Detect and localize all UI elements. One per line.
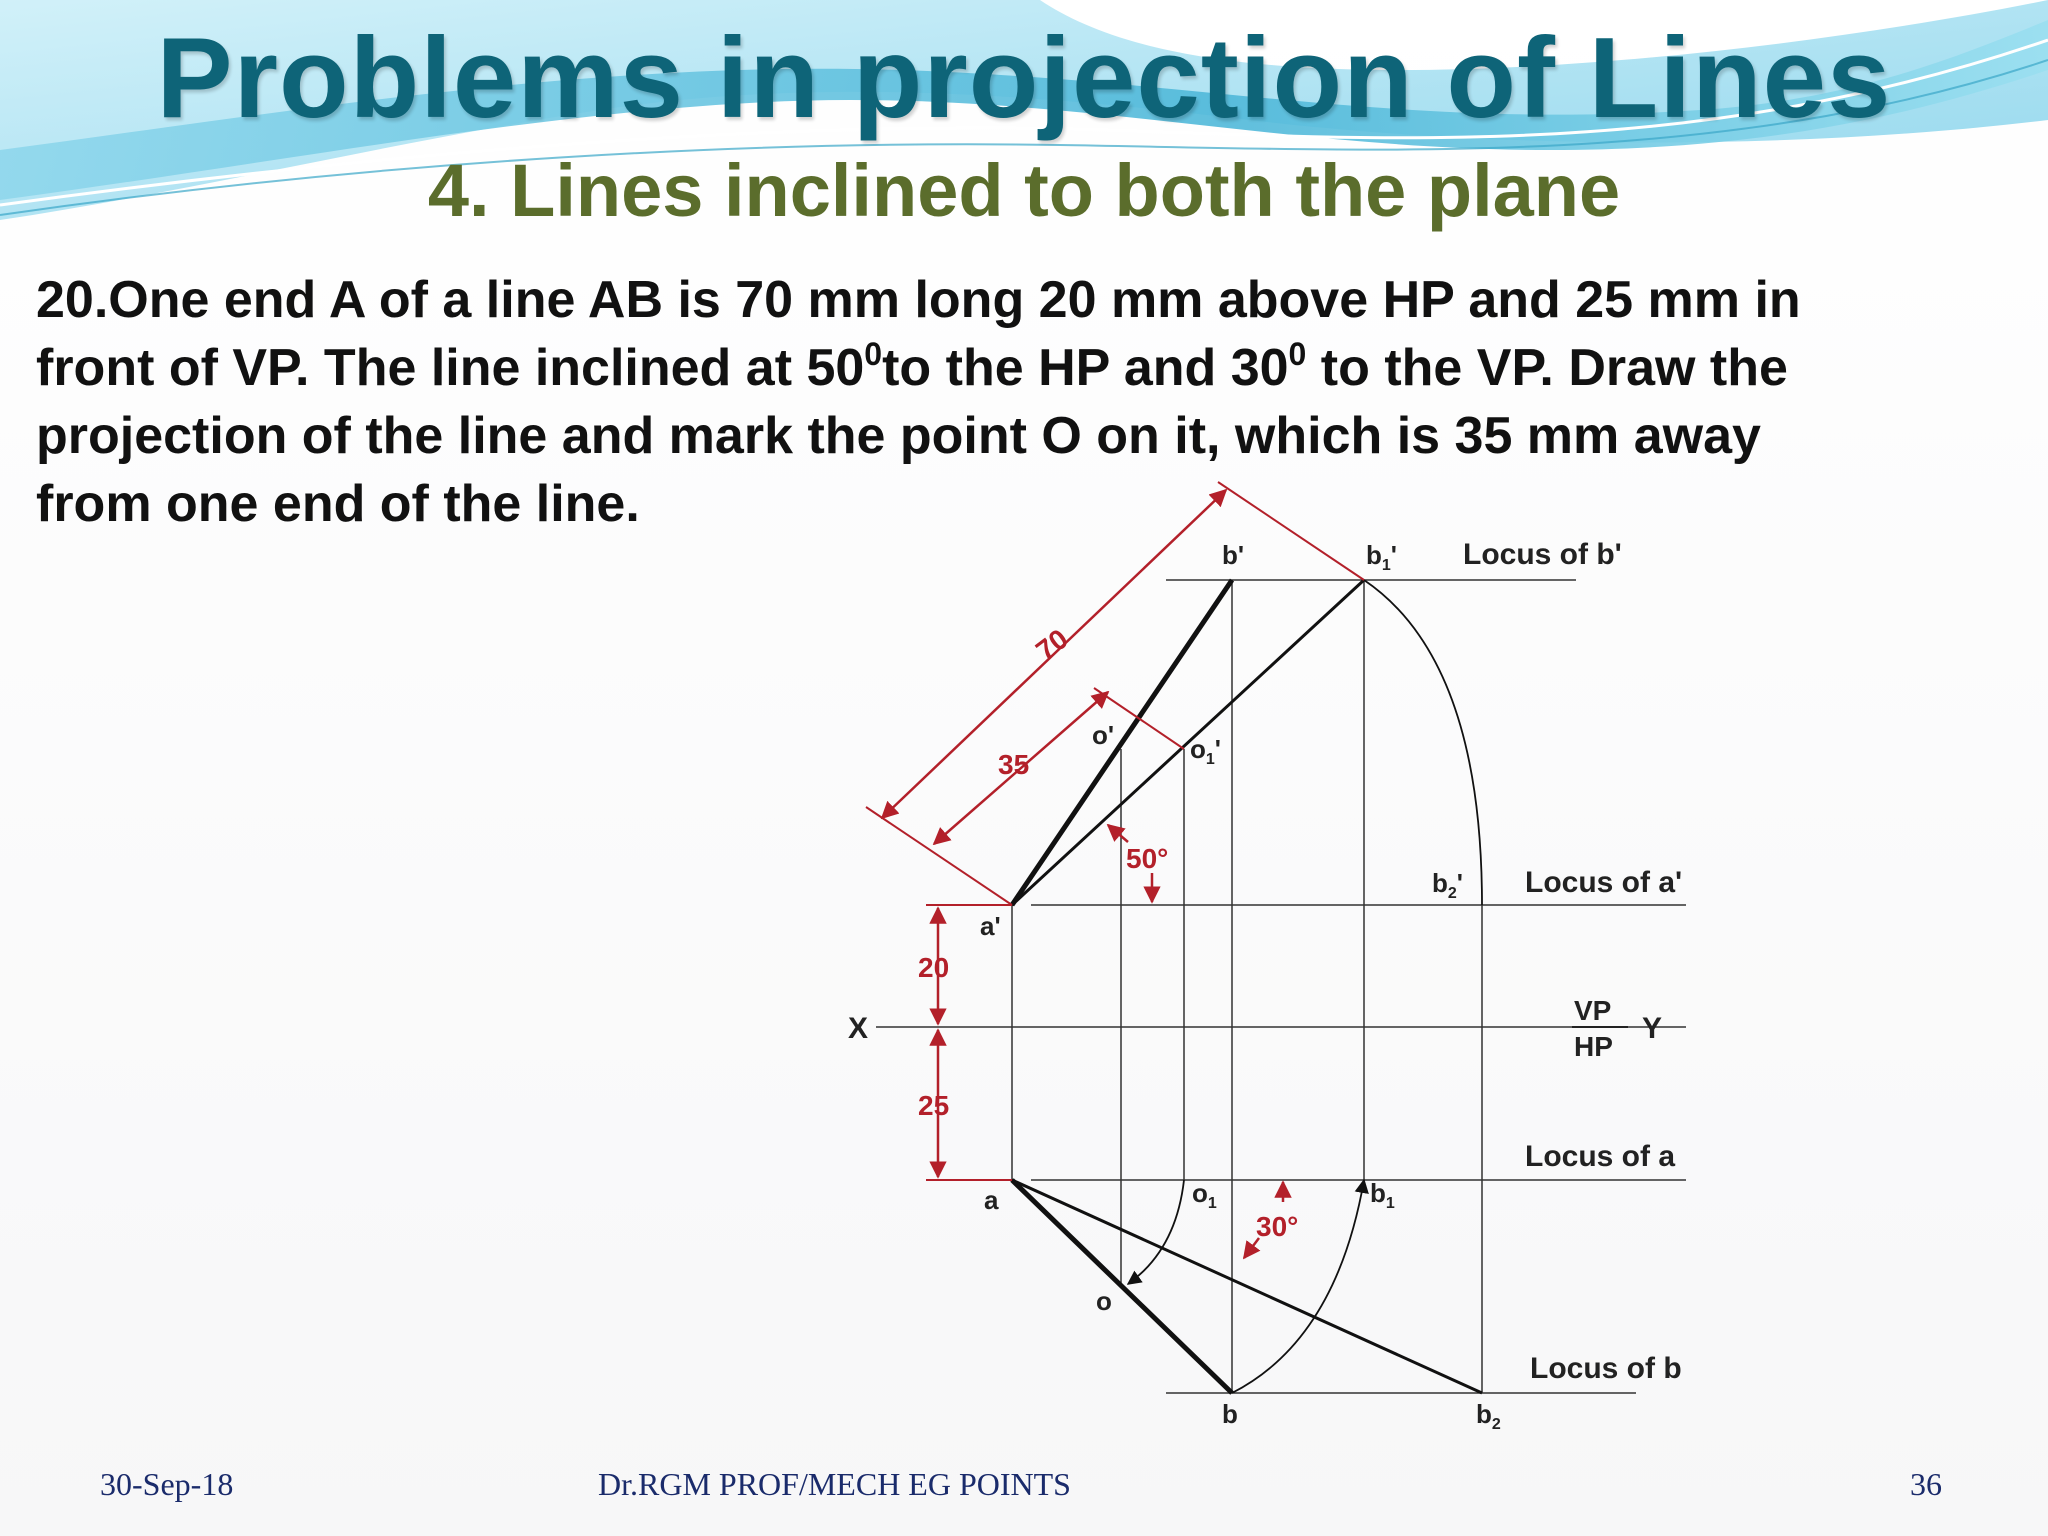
label-o-prime: o' [1092, 720, 1115, 750]
elevation-true-length [1012, 580, 1364, 905]
footer-page-number: 36 [1910, 1466, 1942, 1502]
problem-line-4: from one end of the line. [36, 475, 640, 533]
slide-subtitle: 4. Lines inclined to both the plane [427, 149, 1621, 232]
plan-ab [1012, 1180, 1232, 1393]
footer-author: Dr.RGM PROF/MECH EG POINTS [598, 1466, 1071, 1502]
slide-title: Problems in projection of Lines [156, 15, 1892, 142]
label-o: o [1096, 1286, 1112, 1316]
problem-line-3: projection of the line and mark the point O on it, which is 35 mm away [36, 407, 1761, 465]
label-hp: HP [1574, 1031, 1613, 1062]
footer-date: 30-Sep-18 [100, 1466, 234, 1502]
label-a: a [984, 1185, 999, 1215]
label-y: Y [1642, 1012, 1663, 1045]
label-x: X [848, 1012, 869, 1045]
dim-20-label: 20 [918, 952, 950, 983]
problem-line-1: 20.One end A of a line AB is 70 mm long 20 mm above HP and 25 mm in [36, 271, 1801, 329]
label-vp: VP [1574, 995, 1612, 1026]
label-b1-prime: $b_1'$ [1366, 540, 1397, 574]
projection-diagram [846, 480, 1746, 1440]
label-b2: $b_2$ [1476, 1399, 1501, 1433]
angle-50-arrow-a [1108, 825, 1128, 842]
label-b1: $b_1$ [1370, 1178, 1395, 1212]
angle-30-label: 30° [1256, 1211, 1299, 1242]
label-o1: $o_1$ [1192, 1178, 1217, 1212]
label-o1-prime: $o_1'$ [1190, 734, 1221, 768]
problem-line-2: front of VP. The line inclined at $50^0to$ the HP and $30^0$ to the VP. Draw the [36, 336, 1788, 397]
arc-o1-to-o [1128, 1180, 1184, 1284]
label-b: b [1222, 1399, 1238, 1429]
plan-true-length [1012, 1180, 1482, 1393]
label-a-prime: a' [980, 911, 1001, 941]
label-locus-a: Locus of a [1525, 1140, 1676, 1173]
label-locus-a-prime: Locus of a' [1525, 866, 1683, 899]
dim-35-label: 35 [998, 749, 1030, 780]
dim-70-label: 70 [1030, 622, 1074, 667]
dim-25-label: 25 [918, 1090, 950, 1121]
dim-70-extension-a [866, 807, 1012, 905]
label-b2-prime: $b_2'$ [1432, 868, 1463, 902]
angle-50-label: 50° [1126, 843, 1169, 874]
label-locus-b: Locus of b [1530, 1352, 1682, 1385]
label-b-prime: b' [1222, 540, 1245, 570]
label-locus-b-prime: Locus of b' [1463, 538, 1622, 571]
arc-b1prime-to-b2prime [1364, 580, 1482, 905]
